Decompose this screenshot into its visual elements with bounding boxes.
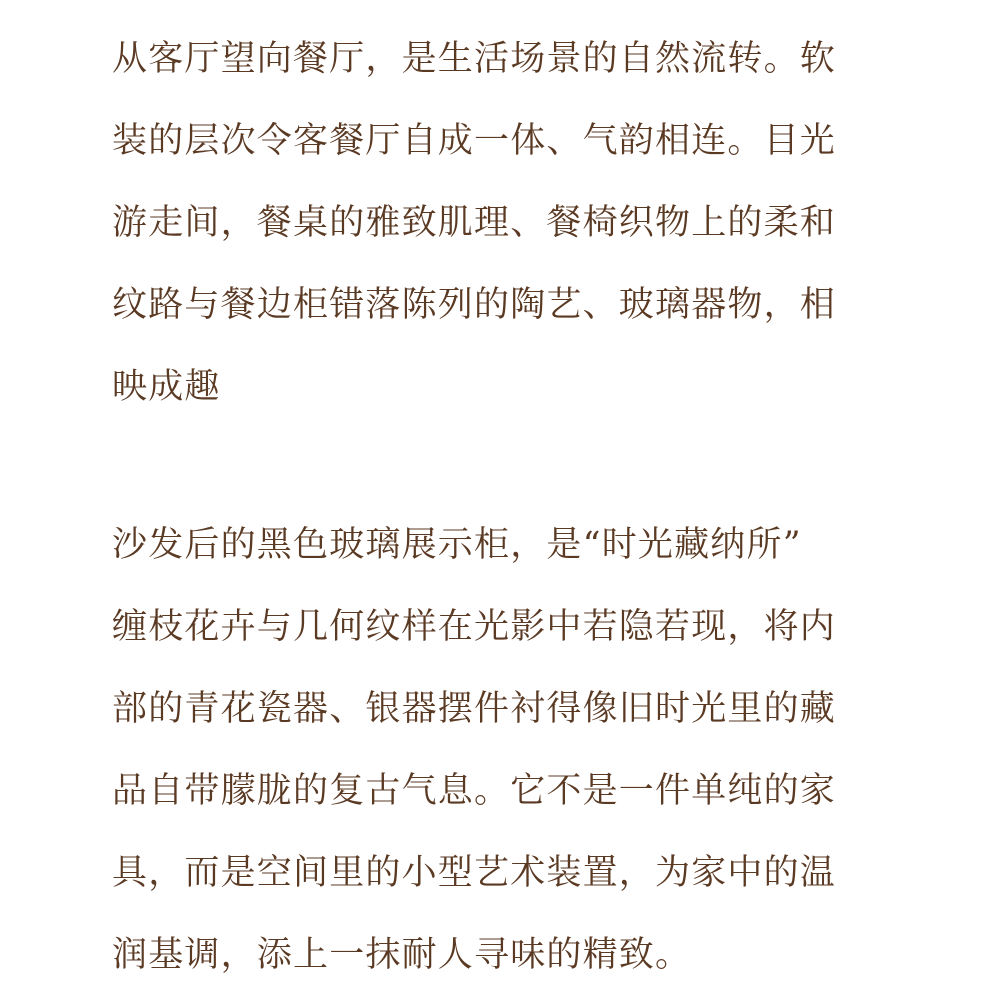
text-line: 从客厅望向餐厅，是生活场景的自然流转。软 bbox=[112, 39, 837, 79]
text-line: 纹路与餐边柜错落陈列的陶艺、玻璃器物，相 bbox=[112, 285, 837, 325]
text-line: 装的层次令客餐厅自成一体、气韵相连。目光 bbox=[112, 121, 837, 161]
text-line: 游走间，餐桌的雅致肌理、餐椅织物上的柔和 bbox=[112, 203, 837, 243]
text-line: 具，而是空间里的小型艺术装置，为家中的温 bbox=[112, 853, 837, 893]
text-line: 品自带朦胧的复古气息。它不是一件单纯的家 bbox=[112, 771, 837, 811]
text-line: 缠枝花卉与几何纹样在光影中若隐若现，将内 bbox=[112, 607, 837, 647]
text-line: 润基调，添上一抹耐人寻味的精致。 bbox=[112, 935, 692, 975]
paragraph-dining-room bbox=[112, 18, 836, 428]
text-line: 部的青花瓷器、银器摆件衬得像旧时光里的藏 bbox=[112, 689, 837, 729]
text-line: 沙发后的黑色玻璃展示柜，是“时光藏纳所” bbox=[112, 525, 802, 565]
text-line: 映成趣 bbox=[112, 367, 221, 407]
paragraph-display-cabinet bbox=[112, 504, 836, 996]
